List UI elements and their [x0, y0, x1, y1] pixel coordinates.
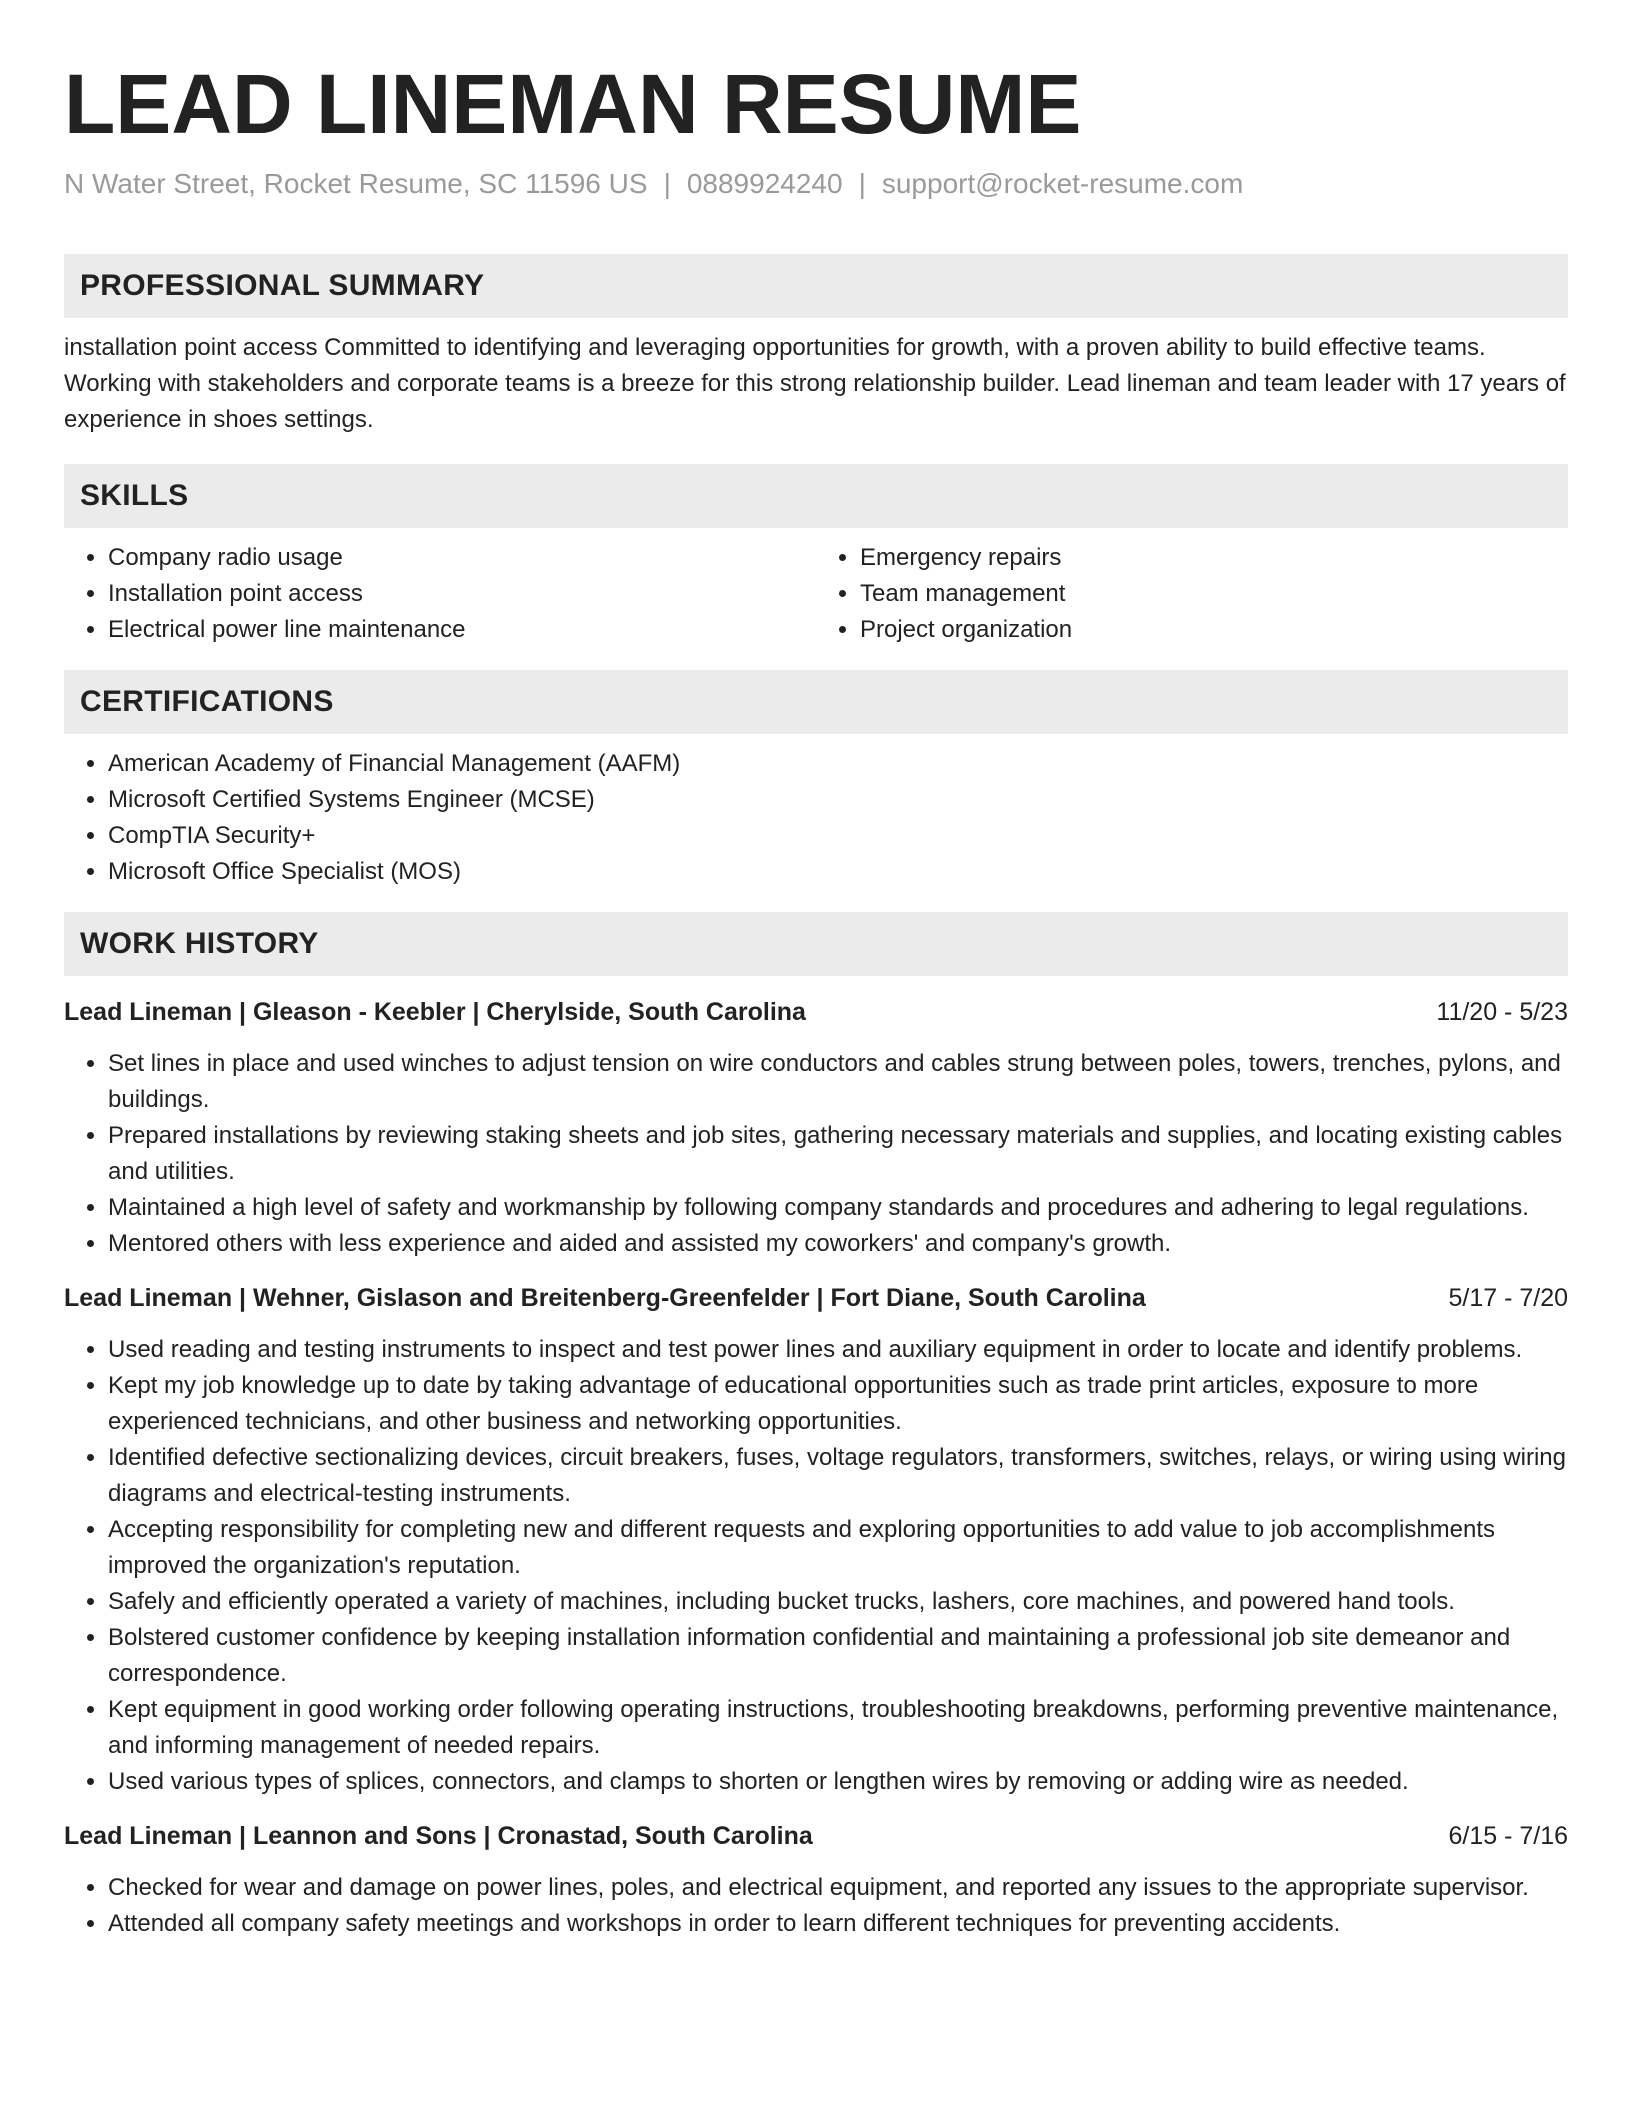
- contact-email: support@rocket-resume.com: [881, 168, 1244, 199]
- job-bullet: • Accepting responsibility for completing new and different requests and exploring opportunities to add value to job accomplishments improved the organization's reputation.: [108, 1512, 1568, 1584]
- job-bullet: • Attended all company safety meetings and workshops in order to learn different techniques for preventing accidents.: [108, 1906, 1568, 1942]
- job-bullet: • Kept my job knowledge up to date by taking advantage of educational opportunities such as trade print articles, exposure to more experienced technicians, and other business and networking opportunities.: [108, 1368, 1568, 1440]
- certification-item: • Microsoft Certified Systems Engineer (MCSE): [108, 782, 1568, 818]
- job-entry: [64, 1818, 1568, 1942]
- certification-item: • Microsoft Office Specialist (MOS): [108, 854, 1568, 890]
- skill-item: • Team management: [860, 576, 1568, 612]
- contact-address: N Water Street, Rocket Resume, SC 11596 US: [64, 168, 648, 199]
- contact-line: [64, 166, 1568, 202]
- contact-separator: |: [858, 168, 866, 199]
- skills-heading: SKILLS: [64, 464, 1568, 528]
- job-bullet: • Identified defective sectionalizing devices, circuit breakers, fuses, voltage regulators, transformers, switches, relays, or wiring using wiring diagrams and electrical-testing instruments.: [108, 1440, 1568, 1512]
- job-bullet: • Mentored others with less experience and aided and assisted my coworkers' and company's growth.: [108, 1226, 1568, 1262]
- job-bullet: • Kept equipment in good working order following operating instructions, troubleshooting breakdowns, performing preventive maintenance, and informing management of needed repairs.: [108, 1692, 1568, 1764]
- job-title: Lead Lineman | Gleason - Keebler | Cherylside, South Carolina: [64, 998, 806, 1026]
- job-bullet: • Checked for wear and damage on power lines, poles, and electrical equipment, and reported any issues to the appropriate supervisor.: [108, 1870, 1568, 1906]
- job-header: [64, 994, 1568, 1030]
- summary-text: installation point access Committed to identifying and leveraging opportunities for growth, with a proven ability to build effective teams. Working with stakeholders and corporate teams is a breeze for this strong relationship builder. Lead lineman and team leader with 17 years of experience in shoes settings.: [64, 334, 1566, 433]
- job-header: [64, 1818, 1568, 1854]
- job-bullets: [64, 1332, 1568, 1800]
- work-history-heading: WORK HISTORY: [64, 912, 1568, 976]
- resume-title: LEAD LINEMAN RESUME: [64, 57, 1082, 151]
- skills-columns: [64, 528, 1568, 648]
- skill-item: • Project organization: [860, 612, 1568, 648]
- certifications-heading: CERTIFICATIONS: [64, 670, 1568, 734]
- skill-item: • Company radio usage: [108, 540, 816, 576]
- job-dates: 11/20 - 5/23: [1436, 998, 1568, 1026]
- job-dates: 6/15 - 7/16: [1448, 1822, 1568, 1850]
- certifications-section: [64, 670, 1568, 890]
- job-entry: [64, 994, 1568, 1262]
- job-header: [64, 1280, 1568, 1316]
- contact-separator: |: [663, 168, 671, 199]
- summary-section: [64, 254, 1568, 438]
- skill-item: • Installation point access: [108, 576, 816, 612]
- job-bullet: • Bolstered customer confidence by keeping installation information confidential and maintaining a professional job site demeanor and correspondence.: [108, 1620, 1568, 1692]
- job-bullet: • Used reading and testing instruments to inspect and test power lines and auxiliary equipment in order to locate and identify problems.: [108, 1332, 1568, 1368]
- contact-phone: 0889924240: [686, 168, 843, 199]
- job-title: Lead Lineman | Leannon and Sons | Cronastad, South Carolina: [64, 1822, 813, 1850]
- job-dates: 5/17 - 7/20: [1448, 1284, 1568, 1312]
- job-bullet: • Maintained a high level of safety and workmanship by following company standards and procedures and adhering to legal regulations.: [108, 1190, 1568, 1226]
- skill-item: • Emergency repairs: [860, 540, 1568, 576]
- skill-item: • Electrical power line maintenance: [108, 612, 816, 648]
- summary-heading: PROFESSIONAL SUMMARY: [64, 254, 1568, 318]
- job-bullets: [64, 1046, 1568, 1262]
- job-bullet: • Safely and efficiently operated a variety of machines, including bucket trucks, lashers, core machines, and powered hand tools.: [108, 1584, 1568, 1620]
- work-history-section: [64, 912, 1568, 1942]
- certification-item: • American Academy of Financial Management (AAFM): [108, 746, 1568, 782]
- skills-list-left: [64, 540, 816, 648]
- job-bullets: [64, 1870, 1568, 1942]
- resume-page: [64, 0, 1568, 1942]
- job-title: Lead Lineman | Wehner, Gislason and Breitenberg-Greenfelder | Fort Diane, South Carolina: [64, 1284, 1146, 1312]
- certification-item: • CompTIA Security+: [108, 818, 1568, 854]
- job-entry: [64, 1280, 1568, 1800]
- certifications-list: [64, 746, 1568, 890]
- skills-list-right: [816, 540, 1568, 648]
- job-bullet: • Prepared installations by reviewing staking sheets and job sites, gathering necessary materials and supplies, and locating existing cables and utilities.: [108, 1118, 1568, 1190]
- job-bullet: • Set lines in place and used winches to adjust tension on wire conductors and cables strung between poles, towers, trenches, pylons, and buildings.: [108, 1046, 1568, 1118]
- skills-section: [64, 464, 1568, 648]
- job-bullet: • Used various types of splices, connectors, and clamps to shorten or lengthen wires by removing or adding wire as needed.: [108, 1764, 1568, 1800]
